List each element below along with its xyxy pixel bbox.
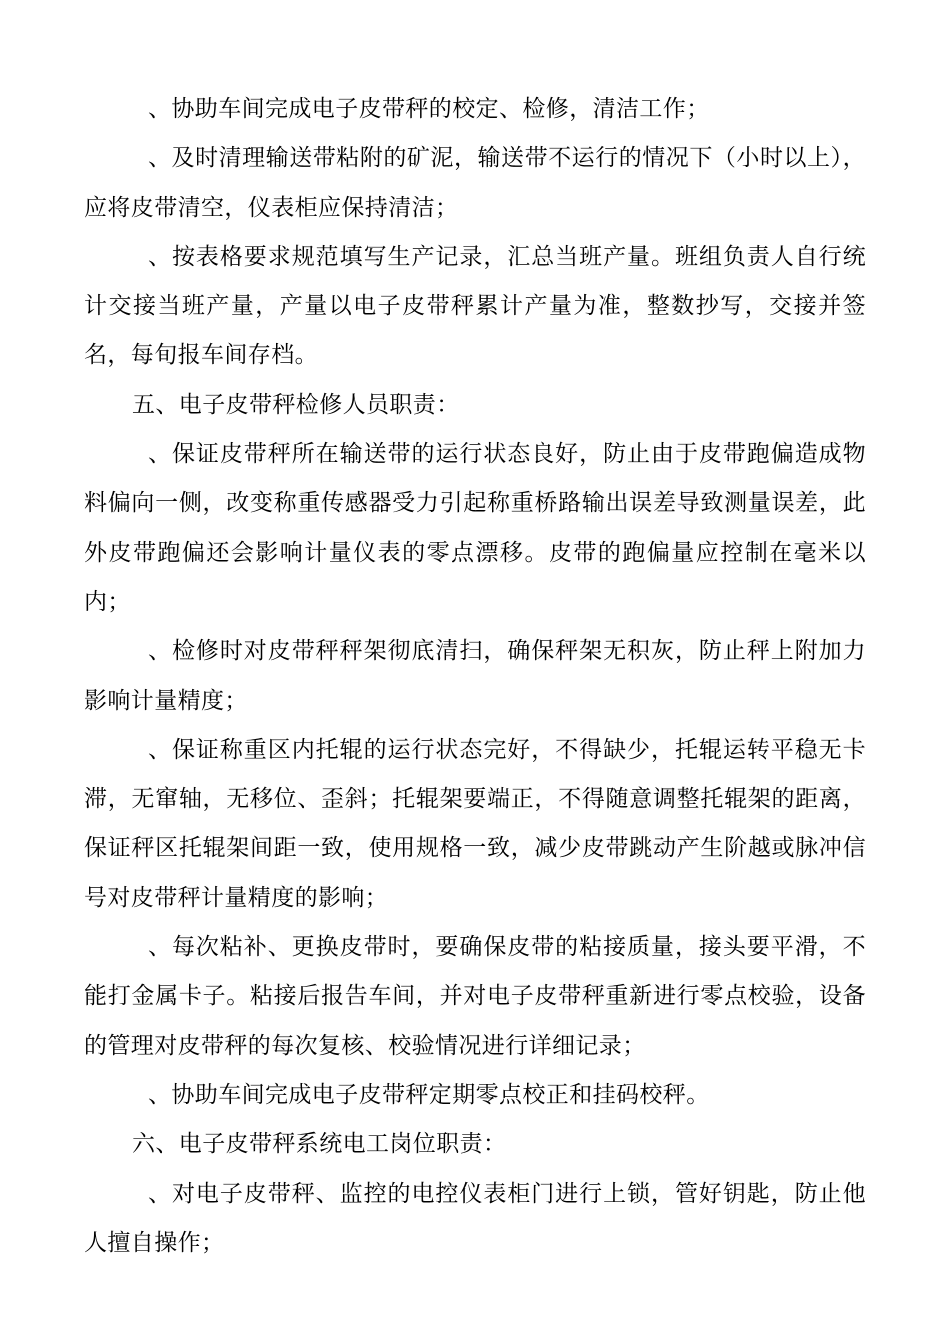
section-heading-electrician-duties: 六、电子皮带秤系统电工岗位职责： <box>132 1131 507 1158</box>
paragraph-zero-calibration: 、协助车间完成电子皮带秤定期零点校正和挂码校秤。 <box>148 1081 710 1108</box>
paragraph-cabinet-lock: 、对电子皮带秤、监控的电控仪表柜门进行上锁，管好钥匙，防止他人擅自操作； <box>84 1180 866 1256</box>
section-heading-maintenance-duties: 五、电子皮带秤检修人员职责： <box>132 391 460 418</box>
paragraph-production-record: 、按表格要求规范填写生产记录，汇总当班产量。班组负责人自行统计交接当班产量，产量以电子皮带秤累计产量为准，整数抄写，交接并签名，每旬报车间存档。 <box>84 243 866 369</box>
document-body <box>84 85 866 1268</box>
paragraph-belt-splicing: 、每次粘补、更换皮带时，要确保皮带的粘接质量，接头要平滑，不能打金属卡子。粘接后报告车间，并对电子皮带秤重新进行零点校验，设备的管理对皮带秤的每次复核、校验情况进行详细记录； <box>84 934 866 1059</box>
paragraph-frame-cleaning: 、检修时对皮带秤秤架彻底清扫，确保秤架无积灰，防止秤上附加力影响计量精度； <box>84 638 866 714</box>
paragraph-belt-cleaning: 、及时清理输送带粘附的矿泥，输送带不运行的情况下（小时以上），应将皮带清空，仪表柜应保持清洁； <box>84 145 866 221</box>
paragraph-calibration-assist: 、协助车间完成电子皮带秤的校定、检修，清洁工作； <box>148 96 710 122</box>
paragraph-belt-alignment: 、保证皮带秤所在输送带的运行状态良好，防止由于皮带跑偏造成物料偏向一侧，改变称重传感器受力引起称重桥路输出误差导致测量误差，此外皮带跑偏还会影响计量仪表的零点漂移。皮带的跑偏量应控制在毫米以内； <box>84 441 866 615</box>
paragraph-idler-condition: 、保证称重区内托辊的运行状态完好，不得缺少，托辊运转平稳无卡滞，无窜轴，无移位、歪斜；托辊架要端正，不得随意调整托辊架的距离，保证秤区托辊架间距一致，使用规格一致，减少皮带跳动产生阶越或脉冲信号对皮带秤计量精度的影响； <box>84 736 866 911</box>
